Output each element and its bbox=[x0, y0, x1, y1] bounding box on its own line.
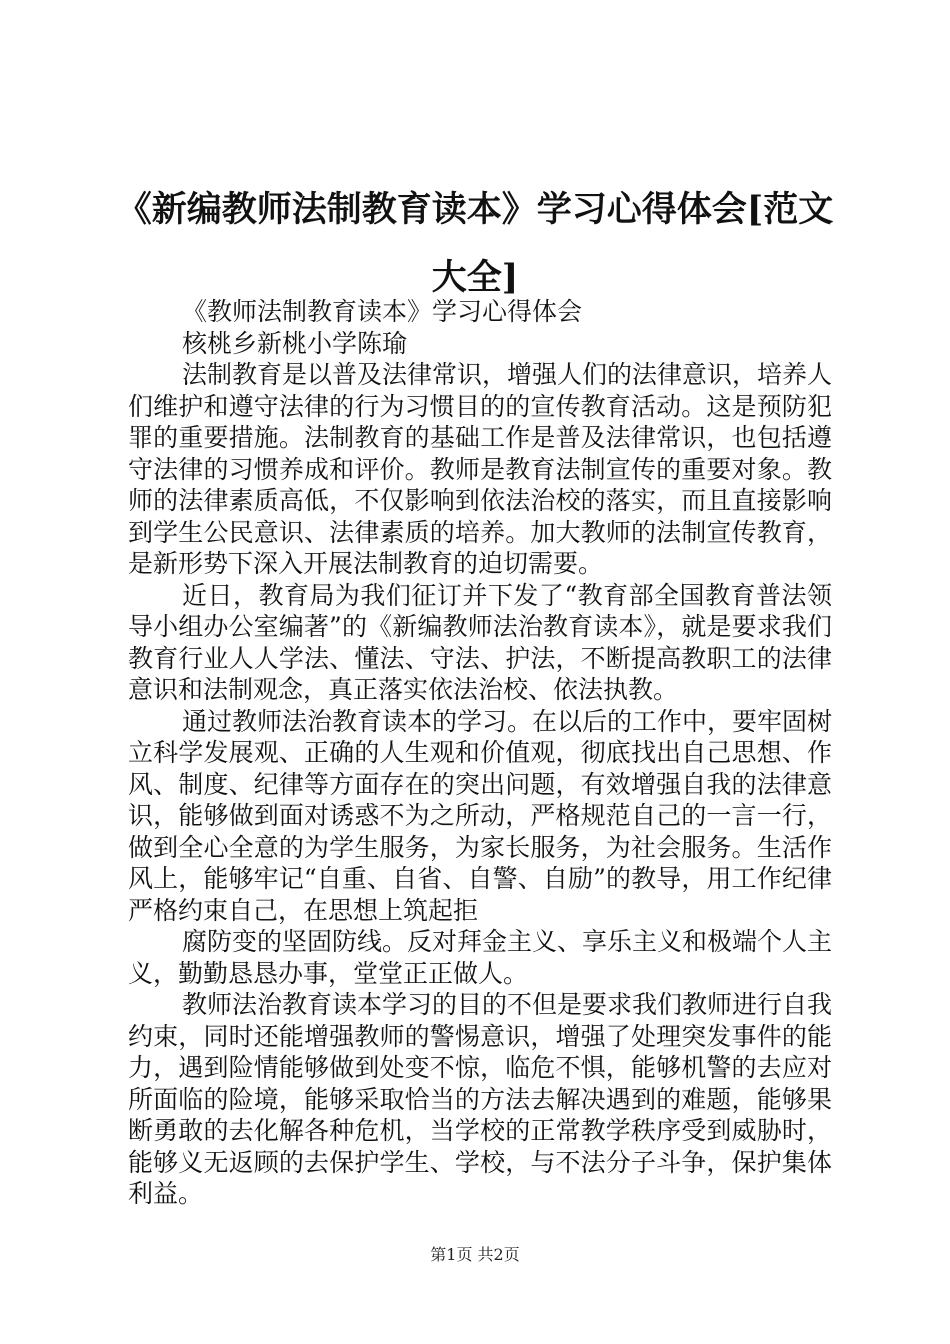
document-body bbox=[128, 296, 832, 1210]
author-line: 核桃乡新桃小学陈瑜 bbox=[182, 328, 408, 358]
document-title: 《新编教师法制教育读本》学习心得体会[范文大全] bbox=[116, 189, 834, 298]
body-paragraph: 近日，教育局为我们征订并下发了“教育部全国教育普法领导小组办公室编著”的《新编教师法治教育读本》，就是要求我们教育行业人人学法、懂法、守法、护法，不断提高教职工的法律意识和法制观念，真正落实依法治校、依法执教。 bbox=[128, 580, 832, 704]
page-footer: 第1页 共2页 bbox=[430, 1245, 520, 1264]
body-paragraph: 通过教师法治教育读本的学习。在以后的工作中，要牢固树立科学发展观、正确的人生观和价值观，彻底找出自己思想、作风、制度、纪律等方面存在的突出问题，有效增强自我的法律意识，能够做到面对诱惑不为之所动，严格规范自己的一言一行，做到全心全意的为学生服务，为家长服务，为社会服务。生活作风上，能够牢记“自重、自省、自警、自励”的教导，用工作纪律严格约束自己，在思想上筑起拒 bbox=[128, 706, 833, 925]
subtitle: 《教师法制教育读本》学习心得体会 bbox=[182, 297, 583, 326]
body-paragraph: 教师法治教育读本学习的目的不但是要求我们教师进行自我约束，同时还能增强教师的警惕意识，增强了处理突发事件的能力，遇到险情能够做到处变不惊，临危不惧，能够机警的去应对所面临的险境，能够采取恰当的方法去解决遇到的难题，能够果断勇敢的去化解各种危机，当学校的正常教学秩序受到威胁时，能够义无返顾的去保护学生、学校，与不法分子斗争，保护集体利益。 bbox=[128, 990, 833, 1208]
body-paragraph: 法制教育是以普及法律常识，增强人们的法律意识，培养人们维护和遵守法律的行为习惯目的的宣传教育活动。这是预防犯罪的重要措施。法制教育的基础工作是普及法律常识，也包括遵守法律的习惯养成和评价。教师是教育法制宣传的重要对象。教师的法律素质高低，不仅影响到依法治校的落实，而且直接影响到学生公民意识、法律素质的培养。加大教师的法制宣传教育，是新形势下深入开展法制教育的迫切需要。 bbox=[128, 360, 833, 578]
body-paragraph: 腐防变的坚固防线。反对拜金主义、享乐主义和极端个人主义，勤勤恳恳办事，堂堂正正做人。 bbox=[128, 927, 833, 988]
